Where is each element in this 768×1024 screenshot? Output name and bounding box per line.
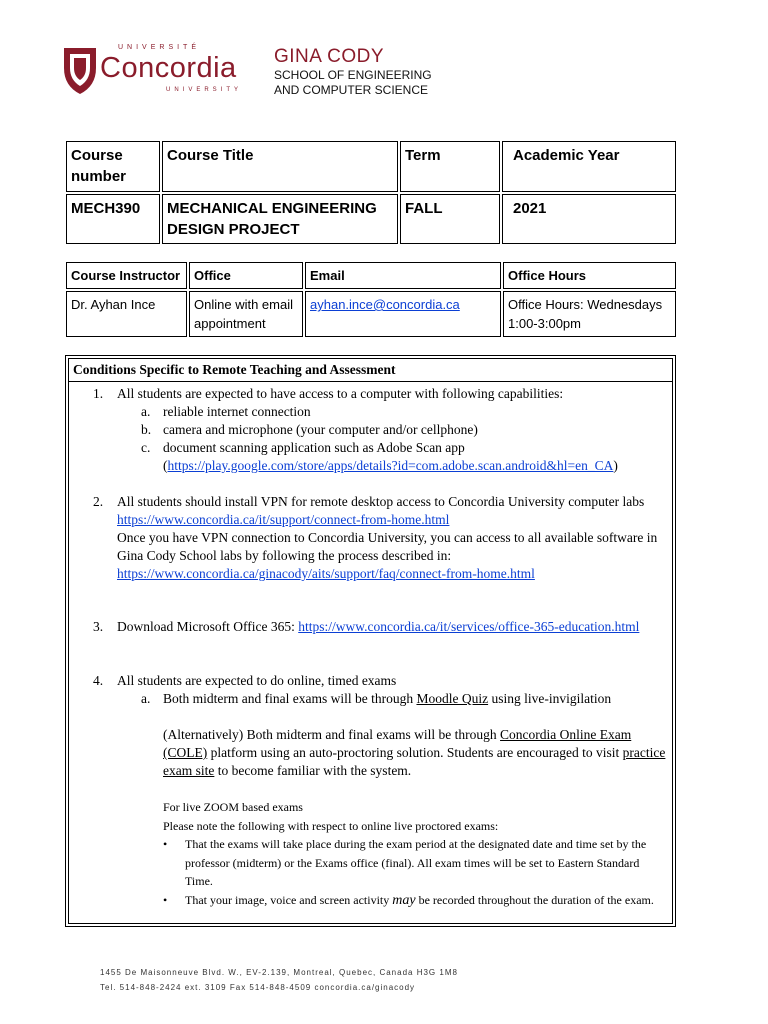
item-body <box>117 385 668 475</box>
cell-instructor-name: Dr. Ayhan Ince <box>66 291 187 337</box>
instructor-table <box>64 260 678 339</box>
item-number: 2. <box>93 494 104 509</box>
item-text-2: Once you have VPN connection to Concordia University, you can access to all available software in Gina Cody School labs by following the process described in: <box>117 530 658 563</box>
conditions-box <box>65 355 676 927</box>
school-name: GINA CODY <box>274 46 385 67</box>
cell-office: Online with email appointment <box>189 291 303 337</box>
header-course-title: Course Title <box>162 141 398 192</box>
concordia-logo <box>62 40 262 100</box>
bullet-text-post: be recorded throughout the duration of the exam. <box>415 892 654 907</box>
paren-open: ( <box>163 458 168 473</box>
conditions-title: Conditions Specific to Remote Teaching and Assessment <box>69 359 672 382</box>
cole-link[interactable]: Concordia Online Exam (COLE) <box>163 727 632 760</box>
course-table-row <box>66 194 676 244</box>
alt-text-pre: (Alternatively) Both midterm and final exams will be through <box>163 727 501 742</box>
connect-from-home-link[interactable]: https://www.concordia.ca/ginacody/aits/support/faq/connect-from-home.html <box>117 566 535 581</box>
zoom-heading: For live ZOOM based exams <box>163 800 303 814</box>
adobe-scan-link[interactable]: https://play.google.com/store/apps/details?id=com.adobe.scan.android&hl=en_CA <box>167 458 614 473</box>
sub-text-post: using live-invigilation <box>488 691 612 706</box>
cell-course-title: MECHANICAL ENGINEERING DESIGN PROJECT <box>162 194 398 244</box>
school-heading <box>274 46 432 98</box>
item-text: All students are expected to do online, timed exams <box>117 673 397 688</box>
practice-exam-site-link[interactable]: practice exam site <box>163 745 666 778</box>
school-line-2: AND COMPUTER SCIENCE <box>274 83 429 97</box>
item-body <box>117 493 668 583</box>
bullet-item-1 <box>163 835 668 891</box>
course-info-table <box>64 139 678 246</box>
bullet-item-2 <box>163 891 668 911</box>
instructor-email-link[interactable]: ayhan.ince@concordia.ca <box>310 297 460 312</box>
item-number: 4. <box>93 673 104 688</box>
cell-office-hours: Office Hours: Wednesdays 1:00-3:00pm <box>503 291 676 337</box>
sub-text: camera and microphone (your computer and/or cellphone) <box>163 422 478 437</box>
moodle-quiz-link[interactable]: Moodle Quiz <box>416 691 489 706</box>
logo-universite-text: UNIVERSITÉ <box>118 44 201 51</box>
header-email: Email <box>305 262 501 289</box>
footer-address: 1455 De Maisonneuve Blvd. W., EV-2.139, Montreal, Quebec, Canada H3G 1M8 <box>100 968 458 977</box>
paren-close: ) <box>613 458 618 473</box>
header-academic-year: Academic Year <box>502 141 676 192</box>
bullet-text: That the exams will take place during the exam period at the designated date and time set by the professor (midterm) or the Exams office (final). All exam times will be set to Eastern Standard Time. <box>185 837 647 888</box>
logo-university-text: UNIVERSITY <box>166 87 243 93</box>
sub-item-b <box>117 421 668 439</box>
alt-text-post: to become familiar with the system. <box>214 763 412 778</box>
office-365-link[interactable]: https://www.concordia.ca/it/services/office-365-education.html <box>298 619 640 634</box>
zoom-bullets <box>117 835 668 910</box>
item-text: Download Microsoft Office 365: <box>117 619 299 634</box>
sub-text: document scanning application such as Adobe Scan app <box>163 440 465 455</box>
header-office: Office <box>189 262 303 289</box>
bullet-text-emphasis: may <box>392 892 416 908</box>
cell-course-number: MECH390 <box>66 194 160 244</box>
cell-term: FALL <box>400 194 500 244</box>
sub-text-pre: Both midterm and final exams will be through <box>163 691 417 706</box>
item-body <box>117 672 668 910</box>
bullet-text-pre: That your image, voice and screen activity <box>185 892 393 907</box>
header-term: Term <box>400 141 500 192</box>
footer-contact: Tel. 514-848-2424 ext. 3109 Fax 514-848-4509 concordia.ca/ginacody <box>100 983 416 992</box>
sub-item-c <box>117 439 668 457</box>
logo-wordmark: Concordia <box>100 52 237 84</box>
item-body <box>117 618 668 636</box>
sub-letter: a. <box>141 404 151 419</box>
item-number: 3. <box>93 619 104 634</box>
zoom-note: Please note the following with respect to online live proctored exams: <box>163 818 499 833</box>
cell-academic-year: 2021 <box>502 194 676 244</box>
adobe-scan-link-line <box>117 457 668 475</box>
conditions-inner <box>68 358 673 924</box>
sub-item-a <box>117 403 668 421</box>
header-office-hours: Office Hours <box>503 262 676 289</box>
instructor-table-header-row <box>66 262 676 289</box>
course-table-header-row <box>66 141 676 192</box>
alternative-paragraph <box>117 726 668 780</box>
school-line-1: SCHOOL OF ENGINEERING <box>274 68 432 82</box>
sub-letter: c. <box>141 440 151 455</box>
sub-text: reliable internet connection <box>163 404 311 419</box>
alt-text-mid: platform using an auto-proctoring solution. Students are encouraged to visit <box>207 745 623 760</box>
sub-letter: b. <box>141 422 152 437</box>
sub-letter: a. <box>141 691 151 706</box>
page-footer <box>100 965 458 995</box>
cell-email <box>305 291 501 337</box>
item-text: All students should install VPN for remote desktop access to Concordia University computer labs <box>117 494 645 509</box>
bullet-icon: • <box>163 892 168 907</box>
concordia-shield-icon <box>62 46 98 96</box>
instructor-table-row <box>66 291 676 337</box>
bullet-icon: • <box>163 837 168 851</box>
vpn-link[interactable]: https://www.concordia.ca/it/support/connect-from-home.html <box>117 512 450 527</box>
header-course-instructor: Course Instructor <box>66 262 187 289</box>
item-number: 1. <box>93 386 104 401</box>
sub-item-a <box>117 690 668 708</box>
item-text: All students are expected to have access to a computer with following capabilities: <box>117 386 564 401</box>
header-course-number: Course number <box>66 141 160 192</box>
